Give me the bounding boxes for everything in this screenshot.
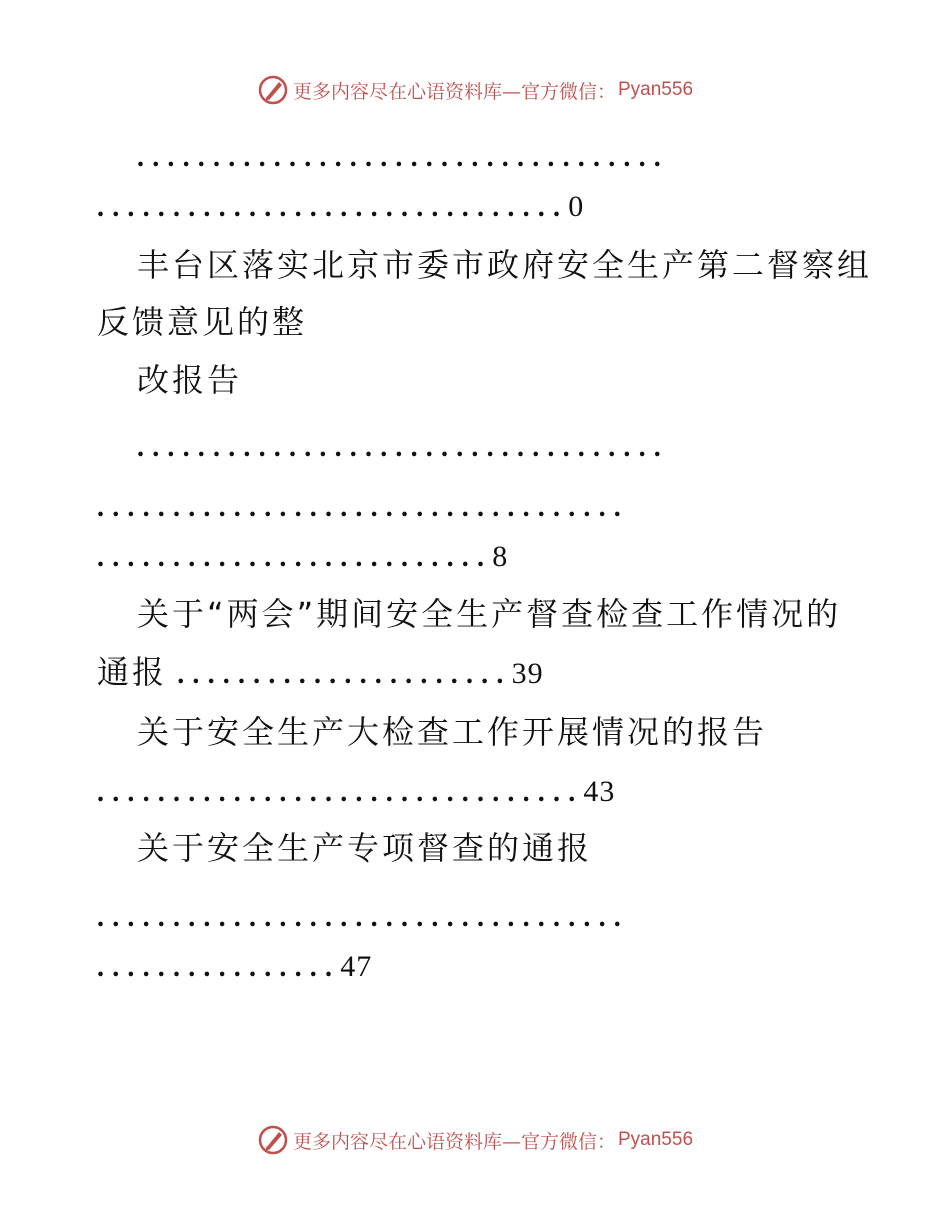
toc-page-number: 43 xyxy=(583,775,616,808)
footer-watermark xyxy=(0,1120,950,1160)
toc-entry-title: 丰台区落实北京市委市政府安全生产第二督察组 xyxy=(137,246,873,284)
toc-page-number: 47 xyxy=(340,950,373,983)
toc-dot-leader: ................................... xyxy=(137,142,669,173)
toc-entry-title: 反馈意见的整 xyxy=(97,303,308,341)
toc-dot-leader: ................................... xyxy=(97,902,629,933)
toc-page-number: 8 xyxy=(492,540,509,573)
toc-dot-leader: ................................... xyxy=(137,432,669,463)
toc-dot-leader: ................47 xyxy=(97,950,373,983)
toc-dot-leader: ................................... xyxy=(97,492,629,523)
watermark-handle: Pyan556 xyxy=(618,79,694,100)
pen-logo-icon xyxy=(257,1124,289,1156)
toc-dot-leader: ...............................0 xyxy=(97,190,585,223)
header-watermark xyxy=(0,70,950,110)
toc-entry-title: 关于“两会”期间安全生产督查检查工作情况的 xyxy=(137,595,842,633)
toc-entry-row xyxy=(97,652,544,692)
toc-page-number: 39 xyxy=(511,657,544,690)
toc-dot-leader: ...................... xyxy=(177,659,512,690)
toc-entry-title: 改报告 xyxy=(137,361,243,399)
watermark-text: 更多内容尽在心语资料库—官方微信： xyxy=(292,80,616,103)
toc-entry-title: 关于安全生产专项督查的通报 xyxy=(137,829,593,867)
watermark-handle: Pyan556 xyxy=(618,1129,694,1150)
toc-dot-leader: ................................43 xyxy=(97,775,616,808)
pen-logo-icon xyxy=(257,74,289,106)
toc-page-number: 0 xyxy=(568,190,585,223)
toc-entry-title: 关于安全生产大检查工作开展情况的报告 xyxy=(137,713,768,751)
toc-dot-leader: ..........................8 xyxy=(97,540,509,573)
watermark-text: 更多内容尽在心语资料库—官方微信： xyxy=(292,1130,616,1153)
toc-entry-title: 通报 xyxy=(97,653,168,691)
